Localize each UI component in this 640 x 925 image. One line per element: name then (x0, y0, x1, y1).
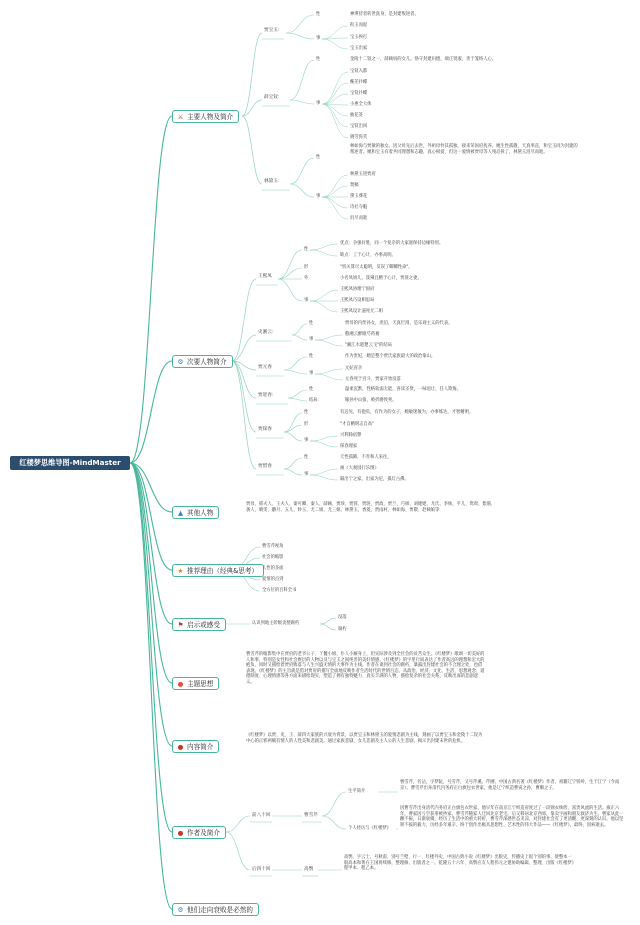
connector-line (322, 197, 348, 208)
node-last-40[interactable]: 后四十回 (252, 867, 271, 872)
connector-line (322, 26, 348, 39)
connector-line (130, 361, 172, 463)
gear-icon: ⚙ (177, 906, 184, 914)
node-baochai[interactable]: 薛宝钗： (264, 95, 283, 100)
node-image-label[interactable]: 形 (304, 422, 309, 427)
node-trait-label[interactable]: 性 (309, 321, 314, 326)
connector-line (226, 816, 250, 832)
connector-line (310, 469, 338, 475)
node-inspiration-item[interactable]: 没落 (338, 615, 347, 620)
topic-decline[interactable] (172, 903, 259, 916)
node-ending-text[interactable]: 嫁孙中山狼，被折磨致死。 (345, 398, 397, 403)
connector-line (315, 374, 343, 380)
node-event[interactable]: 兴利除宿弊 (340, 433, 362, 438)
sword-icon: ⚔ (177, 113, 184, 121)
node-event[interactable]: 元妃省亲 (345, 366, 363, 371)
node-trait-label[interactable]: 性 (304, 410, 309, 415)
connector-line (322, 104, 348, 116)
node-events-label[interactable]: 事 (309, 337, 314, 342)
node-trait-text[interactable]: 金陵十二钗之一，薛姨妈的女儿。恪守封建妇德，端庄贤淑，善于笼络人心。 (350, 57, 497, 62)
node-cao-xueqin[interactable]: 曹雪芹 (304, 813, 318, 818)
connector-line (284, 469, 302, 475)
node-baoyu[interactable]: 贾宝玉： (264, 28, 283, 33)
connector-line (284, 357, 307, 370)
node-appearance-label[interactable]: 外 (304, 276, 309, 281)
node-content-text[interactable]: 《红楼梦》以贾、史、王、薛四大家族的兴衰为背景，以贾宝玉和林黛玉的爱情悲剧为主线，刻画了以贾宝玉和金陵十二钗为中心的正邪两赋有情人的人性美和悲剧美。通过家族悲剧、女儿悲剧及主人公的人生悲剧，揭示出封建末世的危机。 (246, 733, 483, 744)
node-event[interactable]: 晓劳弥笑 (350, 135, 368, 140)
node-event[interactable]: 王熙凤巧设相思局 (340, 298, 375, 303)
node-other-characters-text[interactable]: 贾母、邢夫人、王夫人、秦可卿、秦人、薛姨、贾珍、贾蓉、贾琏、贾政、贾兰、巧姐、刘姥姥、尤氏、李纨、平儿、鸳鸯、紫鹃、袭人、晴雯、麝月、五儿、妙玉、尤二姐、尤三姐、林黛玉、香菱、贾雨村、林如海、贾敬、赵姨娘等 (246, 502, 496, 513)
node-image-label[interactable]: 形 (304, 265, 309, 270)
node-trait-text[interactable]: 神瑛侍者转世真身，是封建叛逆者。 (350, 12, 419, 17)
topic-label: 他们走向衰败是必然的 (187, 906, 253, 914)
connector-line (322, 792, 346, 816)
topic-label: 启示或感受 (187, 621, 220, 629)
connector-line (310, 441, 338, 447)
connector-line (310, 250, 338, 256)
connector-line (232, 361, 256, 469)
target-icon: ● (177, 680, 184, 688)
connector-line (288, 398, 307, 401)
connector-line (226, 832, 250, 870)
connector-line (290, 100, 314, 104)
topic-main-characters[interactable] (172, 110, 239, 123)
connector-line (310, 436, 338, 441)
topic-label: 其他人物 (187, 509, 214, 517)
node-trait-label[interactable]: 性 (316, 12, 321, 17)
connector-line (242, 33, 262, 116)
connector-line (310, 290, 338, 301)
node-event[interactable]: 泪尽而逝 (350, 216, 368, 221)
node-inspiration-text[interactable]: 认识到地主阶级贪婪腐朽 (252, 621, 300, 626)
node-event[interactable]: 元春死于宫斗，贾家开始没落 (345, 377, 401, 382)
connector-line (290, 158, 314, 184)
flag-icon: ⚑ (177, 621, 184, 629)
node-event[interactable]: 探春理家 (340, 444, 358, 449)
node-daiyu[interactable]: 林黛玉： (264, 179, 283, 184)
node-bio-label[interactable]: 生平简介 (348, 789, 366, 794)
node-trait-label[interactable]: 性 (316, 57, 321, 62)
topic-label: 主要人物及简介 (187, 113, 234, 121)
connector-line (286, 33, 314, 39)
connector-line (284, 425, 302, 432)
connector-line (322, 816, 346, 829)
connector-line (315, 369, 343, 374)
node-tanchun[interactable]: 贾探春 (258, 427, 272, 432)
connector-line (130, 463, 172, 909)
node-events-label[interactable]: 事 (316, 194, 321, 199)
node-trait-label[interactable]: 性 (316, 155, 321, 160)
topic-other-characters[interactable] (172, 506, 219, 519)
node-bio-text[interactable]: 曹雪芹，名沾，字梦阮，号雪芹，又号芹溪、芹圃，中国古典名著《红楼梦》作者，祖籍辽宁铁岭，生于江宁（今南京）。曹雪芹出身清代内务府正白旗包衣世家，他是辽宁织造曹寅之孙，曹頫之子。 (400, 780, 620, 791)
node-trait-label[interactable]: 性 (309, 354, 314, 359)
topic-inspiration[interactable] (172, 618, 226, 631)
fire-icon: ● (177, 829, 184, 837)
node-event[interactable]: "湘江水逝楚云飞"的结局 (345, 343, 392, 348)
root-topic[interactable]: 红楼梦思维导图-MindMaster (10, 456, 130, 470)
topic-label: 次要人物简介 (187, 358, 227, 366)
topic-label: 作者及简介 (187, 829, 220, 837)
node-reason[interactable]: 人性的多面 (262, 566, 284, 571)
node-trait-text[interactable]: 贾母的内侄孙女，淡泊，天真烂漫，是乐观主义的代表。 (345, 321, 453, 326)
node-yuanchun[interactable]: 贾元春 (258, 365, 272, 370)
node-first-80[interactable]: 前八十回 (252, 813, 271, 818)
node-events-label[interactable]: 事 (309, 371, 314, 376)
node-trait-text[interactable]: 林如海与贾敏的独女。因父母先后去世，外祖母怜其孤独，接来荣国府抚养。她生性孤傲，天真率直，和宝玉同为封建的叛逆者。她和宝玉有着共同理想和志趣，真心相爱，但这一爱情被贾母等人残忍拆了，林黛玉泪尽而逝。 (350, 144, 578, 155)
node-events-label[interactable]: 事 (316, 101, 321, 106)
node-reason[interactable]: 社会的缩影 (262, 555, 284, 560)
topic-author[interactable] (172, 826, 226, 839)
connector-line (322, 175, 348, 197)
connector-line (315, 340, 343, 346)
node-trait-label[interactable]: 性 (304, 455, 309, 460)
node-event[interactable]: 宝玉挨打 (350, 35, 368, 40)
fire-icon: ● (177, 743, 184, 751)
connector-line (278, 250, 302, 279)
node-xiangyun[interactable]: 史湘云： (258, 330, 277, 335)
node-reason[interactable]: 爱情的点到 (262, 577, 284, 582)
node-event[interactable]: 蘅芜扑蝶 (350, 80, 368, 85)
node-trait-text[interactable]: 作为贵妃，她是整个贾氏家族最大的政治靠山。 (345, 354, 436, 359)
connector-line (284, 432, 302, 441)
connector-line (292, 335, 307, 340)
connector-line (284, 370, 307, 374)
node-event[interactable]: 宝钗入都 (350, 69, 368, 74)
topic-label: 内容简介 (187, 743, 214, 751)
node-experience-label[interactable]: 个人经历与《红楼梦》 (348, 826, 391, 831)
gear-icon: ⚙ (177, 358, 184, 366)
node-experience-text[interactable]: 因曹雪芹出身清代内务府正白旗包衣世家，他早年在南京江宁织造府度过了一段锦衣纨绔、富贵风流的生活。雍正六年，曹家因亏空获罪被抄家，曹雪芹随家人迁回北京老宅。后又移居北京西郊，靠卖字画和朋友救济为生。曹家从此一蹶不振，日渐衰微，经历了生活中的重大转折，曹雪芹深感世态炎凉，对封建社会有了更清醒、更深刻的认识。他以坚韧不拔的毅力，历经多年艰辛，终于创作出极具思想性、艺术性的伟大作品——《红楼梦》，最终，因病逝去。 (400, 806, 624, 828)
connector-line (290, 184, 314, 197)
node-appearance-text[interactable]: 小名凤姐儿，泼辣且精于心计，贾琏之妻。 (340, 276, 422, 281)
node-gao-e[interactable]: 高鹗 (304, 867, 314, 872)
connector-line (290, 60, 314, 100)
node-xifeng[interactable]: 王熙凤 (258, 274, 272, 279)
node-events-label[interactable]: 事 (316, 36, 321, 41)
node-trait-text[interactable]: 温柔沉默，性格软弱无能，喜读圣贤，一味退让，任人欺侮。 (345, 387, 462, 392)
connector-line (284, 458, 302, 469)
node-events-label[interactable]: 事 (304, 438, 309, 443)
node-event[interactable]: 宝钗出闺 (350, 124, 368, 129)
node-event[interactable]: 宝玉出家 (350, 46, 368, 51)
topic-label: 主题思想 (187, 680, 214, 688)
flame-icon: ▲ (177, 509, 184, 517)
node-event[interactable]: 诗社夺魁 (350, 205, 368, 210)
node-event[interactable]: 焚稿 (350, 183, 359, 188)
connector-line (310, 301, 338, 312)
node-event[interactable]: 小惠全大体 (350, 102, 372, 107)
node-events-label[interactable]: 事 (304, 298, 309, 303)
node-event[interactable]: 隔出宁之家，出家为尼，孤灯古佛。 (340, 477, 409, 482)
connector-line (320, 618, 336, 624)
star-icon: ★ (177, 567, 184, 575)
topic-secondary-characters[interactable] (172, 355, 233, 368)
connector-line (242, 116, 262, 184)
node-inspiration-item[interactable]: 腐朽 (338, 627, 347, 632)
node-reason[interactable]: 全方位的百科全书 (262, 588, 297, 593)
node-event[interactable]: 黛玉葬花 (350, 194, 368, 199)
node-reason[interactable]: 曹雪芹视角 (262, 544, 284, 549)
node-event[interactable]: 王熙凤设计逼死尤二姐 (340, 309, 383, 314)
topic-theme[interactable] (172, 677, 219, 690)
connector-line (278, 268, 302, 279)
topic-content-summary[interactable] (172, 740, 219, 753)
connector-line (310, 475, 338, 480)
topic-label: 推荐理由（经典&思考） (187, 567, 259, 575)
connector-line (130, 463, 172, 746)
node-trait-text[interactable]: 缺点：工于心计，办事高明。 (340, 253, 396, 258)
node-event[interactable]: 宝钗扑蝶 (350, 91, 368, 96)
node-event[interactable]: 画《大观园行乐图》 (340, 466, 379, 471)
node-theme-text[interactable]: 曹雪芹的缩影集中在贾府的老爷公子、丫鬟小姐、仆人小厮身上，但实际涉及到全社会的贫苦众生。《红楼梦》歌颂一切美好的人和事，特别是女性和社会底层的人物以及与宝玉之间纯善的美好情感。《红楼梦》的字里行间表达了作者高远的理想和宏大的抱负，同时又描绘着贾府败落与人生兴盛无情的大事件为主线。作者在谈到社会的腐朽，暴露出封建社会的不合理之处，也借表现。《红楼梦》的主旨就是借对贾府的描写全面地反映作者生活时代的世情百态，从政治、经济、文化、生活、思想观念、道德制度、心理情感等各方面来描绘现实，塑造了拥有独特魅力、真实丰满的人物，描绘复杂的社会关系，反映出深的悲剧意义。 (246, 652, 485, 685)
node-event[interactable]: 林黛玉进贾府 (350, 172, 376, 177)
node-trait-label[interactable]: 性 (309, 387, 314, 392)
node-image-text[interactable]: "机关算尽太聪明，反误了卿卿性命"。 (340, 265, 413, 270)
node-event[interactable]: 衔玉而诞 (350, 23, 368, 28)
connector-line (310, 244, 338, 250)
connector-line (322, 186, 348, 197)
connector-line (322, 94, 348, 104)
connector-line (322, 104, 348, 138)
node-image-text[interactable]: "才自精明志自高" (340, 422, 375, 427)
connector-line (322, 197, 348, 219)
node-xichun[interactable]: 贾惜春 (258, 464, 272, 469)
topic-recommend-reasons[interactable] (172, 564, 264, 577)
node-events-label[interactable]: 事 (304, 472, 309, 477)
connector-line (315, 335, 343, 340)
connector-line (288, 390, 307, 398)
connector-line (320, 624, 336, 630)
connector-line (284, 413, 302, 432)
connector-line (232, 361, 256, 398)
node-event[interactable]: 憨湘云醉眠芍药裀 (345, 332, 380, 337)
node-trait-text[interactable]: 优点：争强好胜，同一个复杂的大家庭保持边缘特别。 (340, 241, 444, 246)
node-gao-text[interactable]: 高鹗，字云士，号秋甫，别号兰墅、行一、红楼外史，中国古典小说《红楼梦》出版史，传播史上很个别的事。使整本一般高本和黄在王国将续修，整理修，出版者之一。乾隆五十六年、高鹗应友人程伟元之邀协助编辑、整理、出版《红楼梦》程甲本、程乙本。 (344, 855, 574, 872)
node-trait-label[interactable]: 性 (304, 247, 309, 252)
connector-line (278, 279, 302, 301)
node-trait-text[interactable]: 天性孤僻，不肯和人来往。 (340, 455, 392, 460)
node-event[interactable]: 王熙凤协理宁国府 (340, 287, 375, 292)
node-ending-label[interactable]: 结局： (309, 398, 322, 403)
node-yingchun[interactable]: 贾迎春： (258, 393, 277, 398)
connector-line (322, 39, 348, 49)
node-trait-text[interactable]: 有远见，有抱负，有作为的女子，她敏迷敏为，办事练达，才智精明。 (340, 410, 474, 415)
connector-line (232, 335, 256, 361)
node-event[interactable]: 抽花签 (350, 113, 363, 118)
connector-line (286, 15, 314, 33)
connector-line (322, 83, 348, 104)
connector-line (292, 324, 307, 335)
